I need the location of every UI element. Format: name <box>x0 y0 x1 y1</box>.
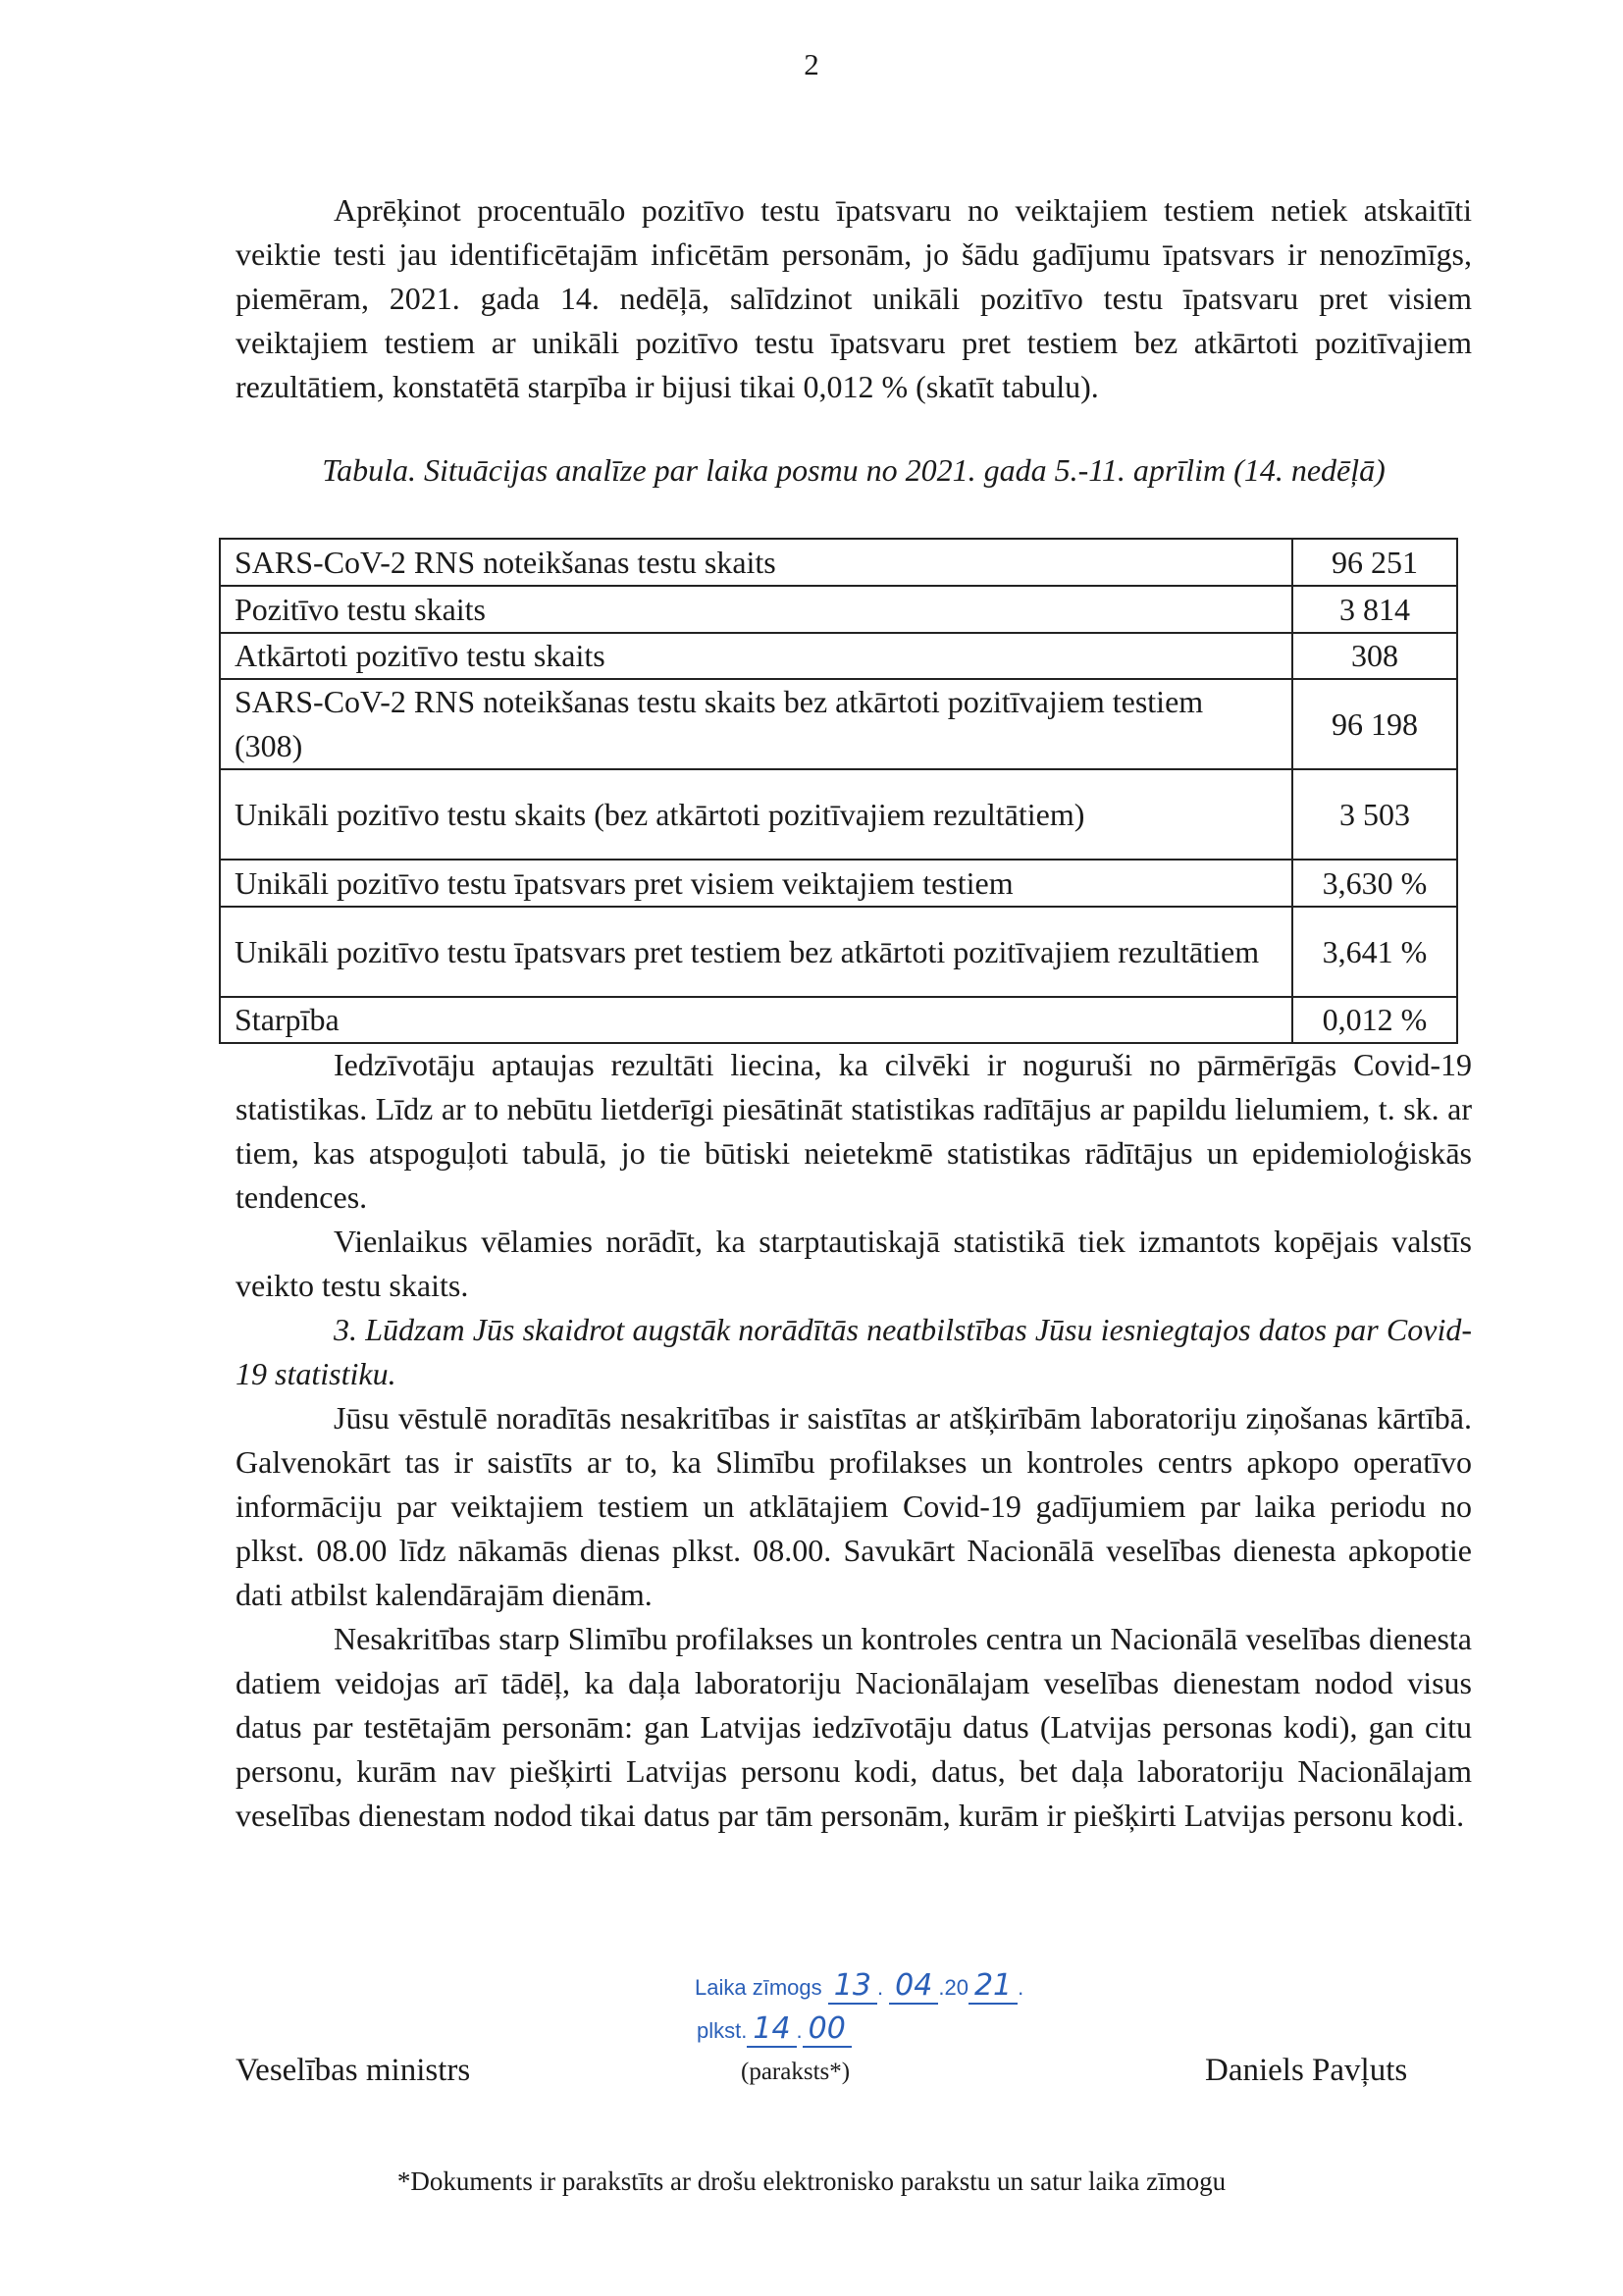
table-row <box>220 539 1457 586</box>
table-row <box>220 860 1457 907</box>
row-value: 308 <box>1292 633 1457 679</box>
row-label: Pozitīvo testu skaits <box>220 586 1292 633</box>
stamp-year-prefix: 20 <box>944 1975 969 2000</box>
stamp-year-suffix: 21 <box>969 1968 1018 2005</box>
row-label: SARS-CoV-2 RNS noteikšanas testu skaits bez atkārtoti pozitīvajiem testiem (308) <box>220 679 1292 769</box>
time-stamp-time: plkst. 14 . 00 <box>697 2011 852 2046</box>
row-value: 0,012 % <box>1292 997 1457 1043</box>
stamp-time-label: plkst. <box>697 2018 748 2043</box>
row-value: 3,630 % <box>1292 860 1457 907</box>
row-value: 96 198 <box>1292 679 1457 769</box>
table-row <box>220 586 1457 633</box>
signature-placeholder: (paraksts*) <box>741 2059 851 2085</box>
row-value: 3,641 % <box>1292 907 1457 997</box>
paragraph: Iedzīvotāju aptaujas rezultāti liecina, ka cilvēki ir noguruši no pārmērīgās Covid-19 statistikas. Līdz ar to nebūtu lietderīgi piesātināt statistikas radītājus ar papildu lielumiem, t. sk. ar tiem, kas atspoguļoti tabulā, jo tie būtiski neietekmē statistikas rādītājus un epidemioloģiskās tendences. <box>236 1047 1472 1215</box>
table-row <box>220 907 1457 997</box>
table-row <box>220 679 1457 769</box>
intro-text <box>236 188 1472 409</box>
page-number: 2 <box>804 47 819 81</box>
stamp-month: 04 <box>889 1968 938 2005</box>
paragraph: Aprēķinot procentuālo pozitīvo testu īpatsvaru no veiktajiem testiem netiek atskaitīti veiktie testi jau identificētajām inficētām personām, jo šādu gadījumu īpatsvars ir nenozīmīgs, piemēram, 2021. gada 14. nedēļā, salīdzinot unikāli pozitīvo testu īpatsvaru pret visiem veiktajiem testiem ar unikāli pozitīvo testu īpatsvaru pret testiem bez atkārtoti pozitīvajiem rezultātiem, konstatētā starpība ir bijusi tikai 0,012 % (skatīt tabulu). <box>236 192 1472 404</box>
paragraph: Nesakritības starp Slimību profilakses un kontroles centra un Nacionālā veselības dienesta datiem veidojas arī tādēļ, ka daļa laboratoriju Nacionālajam veselības dienestam nodod visus datus par testētajām personām: gan Latvijas iedzīvotāju datus (Latvijas personas kodi), gan citu personu, kurām nav piešķirti Latvijas personu kodi, datus, bet daļa laboratoriju Nacionālajam veselības dienestam nodod tikai datus par tām personām, kurām ir piešķirti Latvijas personu kodi. <box>236 1621 1472 1833</box>
stamp-label: Laika zīmogs <box>695 1975 822 2000</box>
table-row <box>220 633 1457 679</box>
row-label: SARS-CoV-2 RNS noteikšanas testu skaits <box>220 539 1292 586</box>
table-row <box>220 997 1457 1043</box>
row-label: Atkārtoti pozitīvo testu skaits <box>220 633 1292 679</box>
body-text <box>236 1043 1472 1838</box>
row-label: Unikāli pozitīvo testu skaits (bez atkārtoti pozitīvajiem rezultātiem) <box>220 769 1292 860</box>
row-label: Unikāli pozitīvo testu īpatsvars pret testiem bez atkārtoti pozitīvajiem rezultātiem <box>220 907 1292 997</box>
row-label: Unikāli pozitīvo testu īpatsvars pret visiem veiktajiem testiem <box>220 860 1292 907</box>
row-value: 3 814 <box>1292 586 1457 633</box>
time-stamp: Laika zīmogs 13 . 04 .20 21 . <box>695 1968 1024 2003</box>
stamp-hour: 14 <box>747 2011 796 2048</box>
paragraph: Jūsu vēstulē noradītās nesakritības ir saistītas ar atšķirībām laboratoriju ziņošanas kārtībā. Galvenokārt tas ir saistīts ar to, ka Slimību profilakses un kontroles centrs apkopo operatīvo informāciju par veiktajiem testiem un atklātajiem Covid-19 gadījumiem par laika periodu no plkst. 08.00 līdz nākamās dienas plkst. 08.00. Savukārt Nacionālā veselības dienesta apkopotie dati atbilst kalendārajām dienām. <box>236 1400 1472 1612</box>
paragraph: Vienlaikus vēlamies norādīt, ka starptautiskajā statistikā tiek izmantots kopējais valstīs veikto testu skaits. <box>236 1224 1472 1303</box>
row-value: 3 503 <box>1292 769 1457 860</box>
row-value: 96 251 <box>1292 539 1457 586</box>
signer-name: Daniels Pavļuts <box>1205 2053 1408 2088</box>
question-heading: 3. Lūdzam Jūs skaidrot augstāk norādītās neatbilstības Jūsu iesniegtajos datos par Covid-19 statistiku. <box>236 1312 1472 1391</box>
signer-position: Veselības ministrs <box>236 2053 471 2088</box>
stamp-day: 13 <box>828 1968 877 2005</box>
row-label: Starpība <box>220 997 1292 1043</box>
footnote: *Dokuments ir parakstīts ar drošu elektronisko parakstu un satur laika zīmogu <box>396 2166 1227 2196</box>
analysis-table <box>219 538 1458 1044</box>
stamp-minute: 00 <box>803 2011 852 2048</box>
table-row <box>220 769 1457 860</box>
table-caption: Tabula. Situācijas analīze par laika posmu no 2021. gada 5.-11. aprīlim (14. nedēļā) <box>322 452 1386 488</box>
